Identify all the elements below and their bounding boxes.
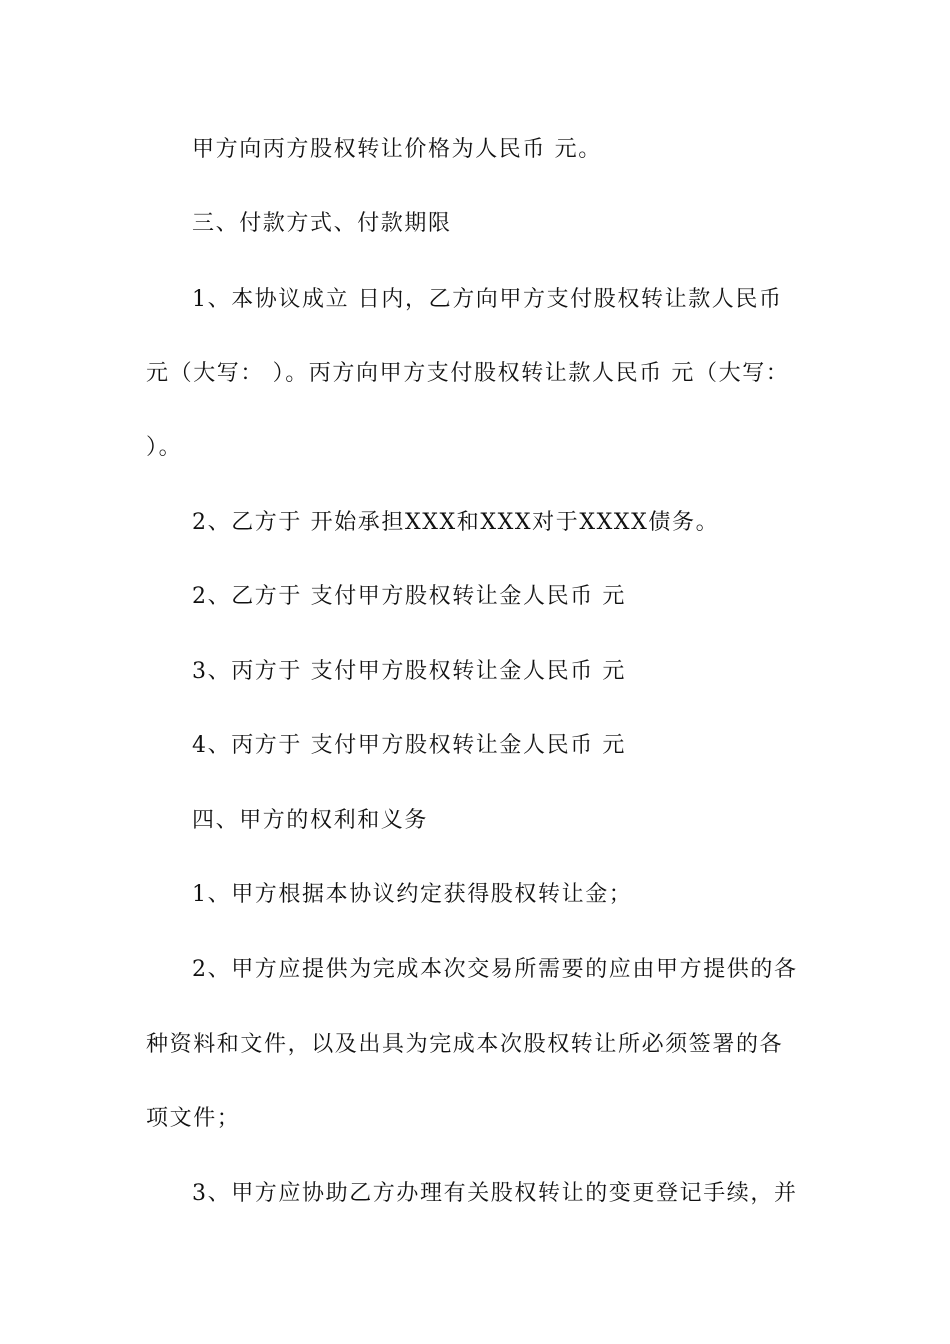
paragraph-party-a-duty-3-line-1: 3、甲方应协助乙方办理有关股权转让的变更登记手续，并 bbox=[192, 1181, 798, 1206]
paragraph-party-a-right-1: 1、甲方根据本协议约定获得股权转让金； bbox=[192, 882, 633, 907]
paragraph-payment-1-line-3: ）。 bbox=[146, 435, 183, 460]
paragraph-payment-1-line-1: 1、本协议成立 日内，乙方向甲方支付股权转让款人民币 bbox=[192, 287, 783, 312]
paragraph-debt-assumption: 2、乙方于 开始承担XXX和XXX对于XXXX债务。 bbox=[192, 510, 720, 535]
paragraph-transfer-price: 甲方向丙方股权转让价格为人民币 元。 bbox=[192, 137, 602, 162]
paragraph-payment-1-line-2: 元（大写： ）。丙方向甲方支付股权转让款人民币 元（大写： bbox=[146, 361, 790, 386]
paragraph-payment-party-c-2: 4、丙方于 支付甲方股权转让金人民币 元 bbox=[192, 733, 626, 758]
paragraph-party-a-duty-2-line-2: 种资料和文件，以及出具为完成本次股权转让所必须签署的各 bbox=[146, 1032, 784, 1057]
section-heading-party-a-rights: 四、甲方的权利和义务 bbox=[192, 808, 429, 833]
paragraph-party-a-duty-2-line-3: 项文件； bbox=[146, 1106, 241, 1131]
paragraph-payment-party-b: 2、乙方于 支付甲方股权转让金人民币 元 bbox=[192, 584, 626, 609]
paragraph-payment-party-c-1: 3、丙方于 支付甲方股权转让金人民币 元 bbox=[192, 659, 626, 684]
paragraph-party-a-duty-2-line-1: 2、甲方应提供为完成本次交易所需要的应由甲方提供的各 bbox=[192, 957, 798, 982]
section-heading-payment: 三、付款方式、付款期限 bbox=[192, 211, 452, 236]
